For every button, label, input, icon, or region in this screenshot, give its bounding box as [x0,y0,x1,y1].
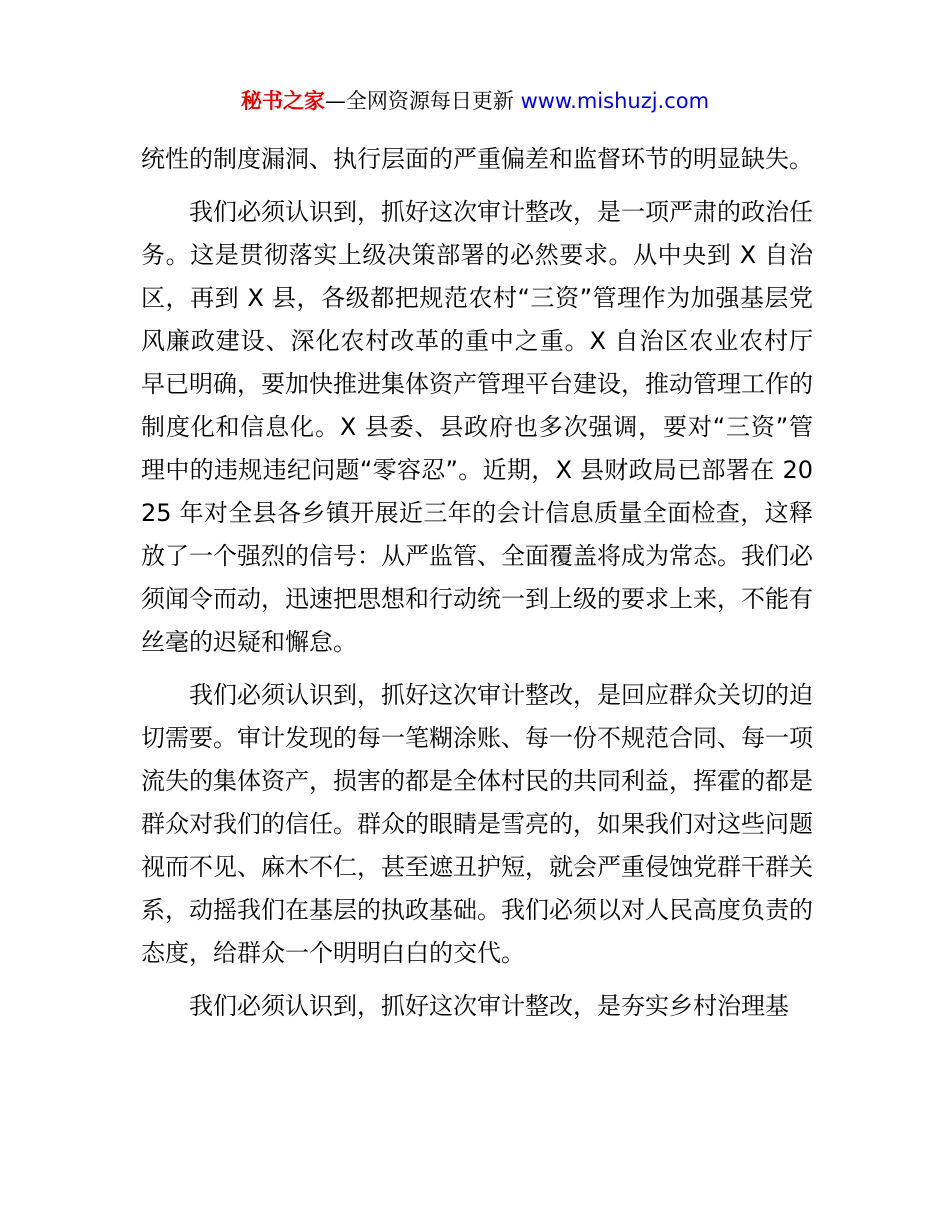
site-url-link[interactable]: www.mishuzj.com [520,89,710,113]
paragraph-continuation: 统性的制度漏洞、执行层面的严重偏差和监督环节的明显缺失。 [141,145,813,173]
document-body [141,138,813,1038]
paragraph-political-task: 我们必须认识到，抓好这次审计整改，是一项严肃的政治任务。这是贯彻落实上级决策部署的必然要求。从中央到 X 自治区，再到 X 县，各级都把规范农村“三资”管理作为加强基层党风廉政建设、深化农村改革的重中之重。X 自治区农业农村厅早已明确，要加快推进集体资产管理平台建设，推动管理工作的制度化和信息化。X 县委、县政府也多次强调，要对“三资”管理中的违规违纪问题“零容忍”。近期，X 县财政局已部署在 2025 年对全县各乡镇开展近三年的会计信息质量全面检查，这释放了一个强烈的信号：从严监管、全面覆盖将成为常态。我们必须闻令而动，迅速把思想和行动统一到上级的要求上来，不能有丝毫的迟疑和懈怠。 [141,198,813,656]
paragraph-public-concern: 我们必须认识到，抓好这次审计整改，是回应群众关切的迫切需要。审计发现的每一笔糊涂账、每一份不规范合同、每一项流失的集体资产，损害的都是全体村民的共同利益，挥霍的都是群众对我们的信任。群众的眼睛是雪亮的，如果我们对这些问题视而不见、麻木不仁，甚至遮丑护短，就会严重侵蚀党群干群关系，动摇我们在基层的执政基础。我们必须以对人民高度负责的态度，给群众一个明明白白的交代。 [141,681,813,967]
site-header [0,86,950,116]
brand-name: 秘书之家 [240,89,325,113]
site-tagline: —全网资源每日更新 [324,89,514,113]
paragraph-rural-governance: 我们必须认识到，抓好这次审计整改，是夯实乡村治理基 [189,992,789,1020]
